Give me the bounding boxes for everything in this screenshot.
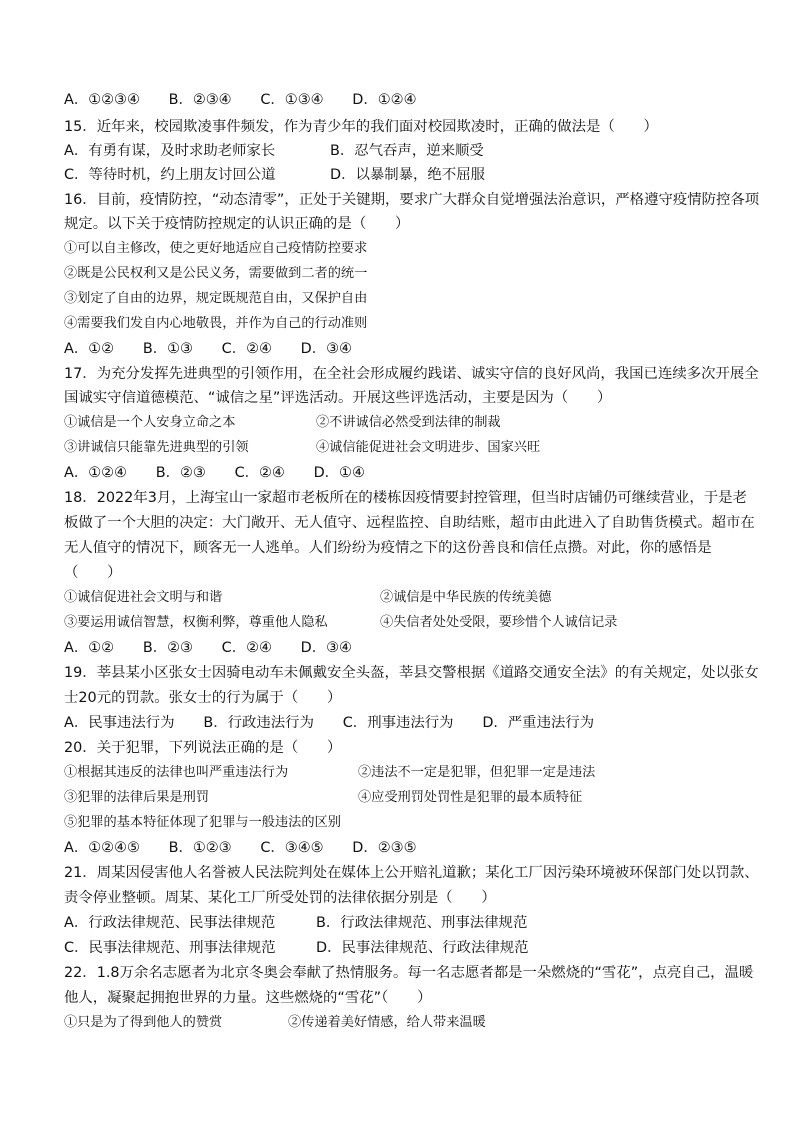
q15-option-b: B．忍气吞声，逆来顺受 xyxy=(330,143,484,159)
question-21-stem-line1: 21．周某因侵害他人名誉被人民法院判处在媒体上公开赔礼道歉；某化工厂因污染环境被环保部门处以罚款、 xyxy=(64,865,759,881)
q20-statement-1: ①根据其违反的法律也叫严重违法行为 xyxy=(64,765,289,780)
question-16-stem-line2: 规定。以下关于疫情防控规定的认识正确的是（ ） xyxy=(64,216,410,232)
question-15-stem: 15．近年来，校园欺凌事件频发，作为青少年的我们面对校园欺凌时，正确的做法是（ ） xyxy=(64,119,658,135)
question-18-stem-line4: （ ） xyxy=(64,565,122,581)
q18-statement-1: ①诚信促进社会文明与和谐 xyxy=(64,590,223,605)
q16-answer-options: A．①② B．①③ C．②④ D．③④ xyxy=(64,341,352,357)
q21-option-d: D．民事法律规范、行政法律规范 xyxy=(316,940,529,956)
q19-answer-options: A．民事违法行为 B．行政违法行为 C．刑事违法行为 D．严重违法行为 xyxy=(64,715,595,731)
question-22-stem-line2: 他人，凝聚起拥抱世界的力量。这些燃烧的“雪花”（ ） xyxy=(64,990,432,1006)
q20-statement-5: ⑤犯罪的基本特征体现了犯罪与一般违法的区别 xyxy=(64,815,341,830)
q20-statement-2: ②违法不一定是犯罪，但犯罪一定是违法 xyxy=(358,765,596,780)
q17-statement-4: ④诚信能促进社会文明进步、国家兴旺 xyxy=(316,440,541,455)
q22-statement-2: ②传递着美好情感，给人带来温暖 xyxy=(288,1015,486,1030)
q16-statement-4: ④需要我们发自内心地敬畏，并作为自己的行动准则 xyxy=(64,316,368,331)
question-18-stem-line1: 18．2022年3月，上海宝山一家超市老板所在的楼栋因疫情要封控管理，但当时店铺仍可继续营业，于是老 xyxy=(64,490,747,506)
question-21-stem-line2: 责令停业整顿。周某、某化工厂所受处罚的法律依据分别是（ ） xyxy=(64,890,496,906)
q15-option-d: D．以暴制暴，绝不屈服 xyxy=(330,167,485,183)
q16-statement-2: ②既是公民权利又是公民义务，需要做到二者的统一 xyxy=(64,266,368,281)
q21-option-a: A．行政法律规范、民事法律规范 xyxy=(64,915,276,931)
q17-statement-1: ①诚信是一个人安身立命之本 xyxy=(64,415,236,430)
q15-option-a: A．有勇有谋，及时求助老师家长 xyxy=(64,143,276,159)
q16-statement-1: ①可以自主修改，使之更好地适应自己疫情防控要求 xyxy=(64,241,368,256)
question-17-stem-line1: 17．为充分发挥先进典型的引领作用，在全社会形成履约践诺、诚实守信的良好风尚，我国已连续多次开展全 xyxy=(64,366,759,382)
q14-answer-options: A．①②③④ B．②③④ C．①③④ D．①②④ xyxy=(64,92,417,108)
question-20-stem: 20．关于犯罪，下列说法正确的是（ ） xyxy=(64,740,342,756)
q18-answer-options: A．①② B．②③ C．②④ D．③④ xyxy=(64,640,352,656)
q18-statement-2: ②诚信是中华民族的传统美德 xyxy=(380,590,552,605)
q17-statement-2: ②不讲诚信必然受到法律的制裁 xyxy=(316,415,501,430)
q22-statement-1: ①只是为了得到他人的赞赏 xyxy=(64,1015,223,1030)
q21-option-c: C．民事法律规范、刑事法律规范 xyxy=(64,940,276,956)
q17-answer-options: A．①②④ B．②③ C．②④ D．①④ xyxy=(64,465,365,481)
q21-option-b: B．行政法律规范、刑事法律规范 xyxy=(316,915,528,931)
question-19-stem-line2: 士20元的罚款。张女士的行为属于（ ） xyxy=(64,690,342,706)
q20-statement-3: ③犯罪的法律后果是刑罚 xyxy=(64,790,210,805)
q18-statement-3: ③要运用诚信智慧，权衡利弊，尊重他人隐私 xyxy=(64,615,328,630)
q16-statement-3: ③划定了自由的边界，规定既规范自由，又保护自由 xyxy=(64,291,368,306)
question-19-stem-line1: 19．莘县某小区张女士因骑电动车未佩戴安全头盔，莘县交警根据《道路交通安全法》的有关规定，处以张女 xyxy=(64,665,759,681)
question-16-stem-line1: 16．目前，疫情防控，“动态清零”，正处于关键期，要求广大群众自觉增强法治意识，严格遵守疫情防控各项 xyxy=(64,192,760,208)
question-17-stem-line2: 国诚实守信道德模范、“诚信之星”评选活动。开展这些评选活动，主要是因为（ ） xyxy=(64,390,612,406)
q20-answer-options: A．①②④⑤ B．①②③ C．③④⑤ D．②③⑤ xyxy=(64,840,417,856)
q18-statement-4: ④失信者处处受限，要珍惜个人诚信记录 xyxy=(380,615,618,630)
q17-statement-3: ③讲诚信只能靠先进典型的引领 xyxy=(64,440,249,455)
question-22-stem-line1: 22．1.8万余名志愿者为北京冬奥会奉献了热情服务。每一名志愿者都是一朵燃烧的“雪花”，点亮自己，温暖 xyxy=(64,965,754,981)
question-18-stem-line2: 板做了一个大胆的决定：大门敞开、无人值守、远程监控、自助结账，超市由此进入了自助售货模式。超市在 xyxy=(64,515,755,531)
q20-statement-4: ④应受刑罚处罚性是犯罪的最本质特征 xyxy=(358,790,583,805)
q15-option-c: C．等待时机，约上朋友讨回公道 xyxy=(64,167,276,183)
question-18-stem-line3: 无人值守的情况下，顾客无一人逃单。人们纷纷为疫情之下的这份善良和信任点攒。对此，你的感悟是 xyxy=(64,540,712,556)
